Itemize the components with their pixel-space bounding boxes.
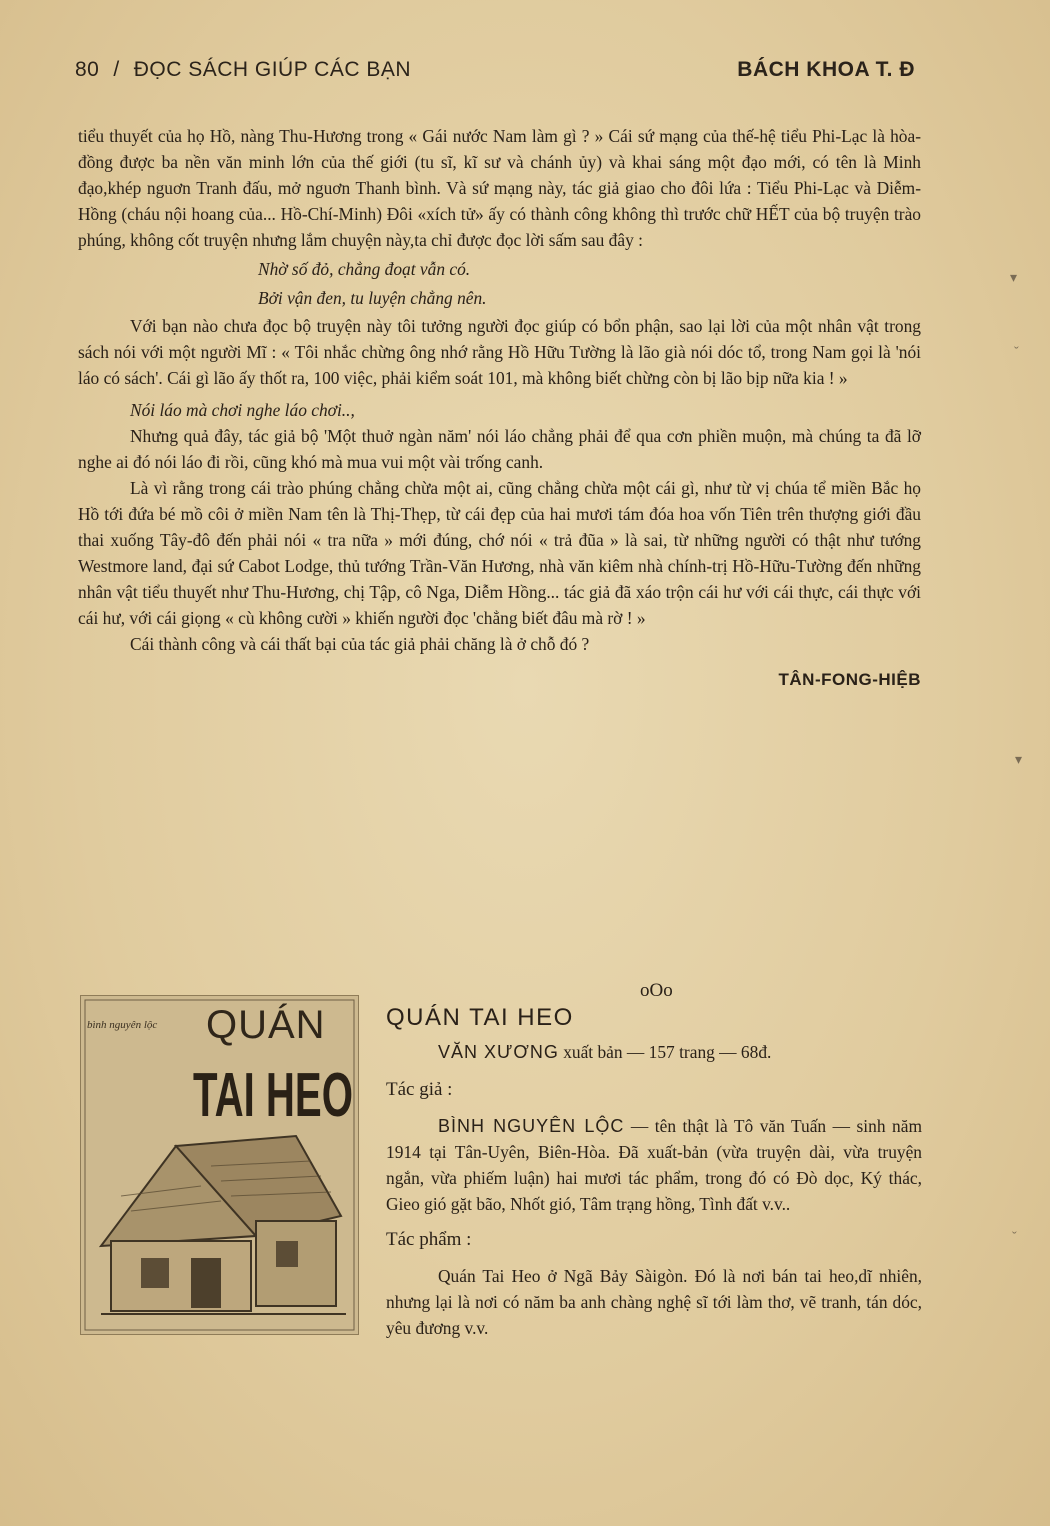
verse-2: Nói láo mà chơi nghe láo chơi.., [130, 400, 355, 420]
book-cover-image [80, 995, 359, 1335]
signature: TÂN-FONG-HIỆB [778, 670, 921, 689]
publication-title: BÁCH KHOA T. Đ [737, 58, 915, 81]
header-separator: / [113, 58, 120, 81]
publisher-name: VĂN XƯƠNG [438, 1042, 559, 1062]
author-bio: — tên thật là Tô văn Tuấn — sinh năm 1914 tại Tân-Uyên, Biên-Hòa. Đã xuất-bản (vừa truyện dài, vừa truyện ngắn, vừa phiếm luận) hai mươi tác phẩm, trong đó có Đò dọc, Ký thác, Gieo gió gặt bão, Nhốt gió, Tâm trạng hồng, Tình đất v.v.. [386, 1116, 922, 1214]
verse-1-line-1: Nhờ số đỏ, chẳng đoạt vẫn có. [258, 259, 471, 279]
section-separator: oOo [640, 980, 673, 1001]
page-number: 80 [75, 58, 100, 81]
publication-details: xuất bản — 157 trang — 68đ. [563, 1042, 772, 1062]
cover-title-line-1: QUÁN [206, 1003, 326, 1047]
cover-title-line-2: TAI HEO [193, 1061, 353, 1130]
cover-author: bình nguyên lộc [87, 1019, 158, 1031]
paragraph-2: Với bạn nào chưa đọc bộ truyện này tôi tưởng người đọc giúp có bổn phận, sao lại lời của một nhân vật trong sách nói với một người Mĩ : « Tôi nhắc chừng ông nhớ rằng Hồ Hữu Tường là lão già nói dóc tổ, trong Nam gọi là 'nói láo có sách'. Cái gì lão ấy thốt ra, 100 việc, phải kiểm soát 101, mà không biết chừng còn bị lão bịp nữa kia ! » [78, 316, 921, 388]
paragraph-5: Cái thành công và cái thất bại của tác giả phải chăng là ở chỗ đó ? [130, 634, 590, 654]
author-name: BÌNH NGUYÊN LỘC [438, 1116, 625, 1136]
publication-info [386, 1039, 922, 1065]
paragraph-4: Là vì rằng trong cái trào phúng chẳng chừa một ai, cũng chẳng chừa một cái gì, như từ vị chúa tể miền Bắc họ Hồ tới đứa bé mồ côi ở miền Nam tên là Thị-Thẹp, từ cái đẹp của hai mươi tám đóa hoa vốn Tiên trên thượng giới đầu thai xuống Tây-đô đến phải nói « tra nữa » mới đúng, chớ nói « trả đũa » là sai, từ những người có thật như tướng Westmore land, đại sứ Cabot Lodge, thủ tướng Trần-Văn Hương, nhà văn kiêm nhà chính-trị Hồ-Hữu-Tường đến những nhân vật tiểu thuyết như Thu-Hương, chị Tập, cô Nga, Diễm Hồng... tác giả đã xáo trộn cái hư với cái thực, cái thực với cái hư, với cái giọng « cù không cười » khiến người đọc 'chẳng biết đâu mà rờ ! » [78, 478, 921, 628]
margin-mark: ˇ [1014, 345, 1019, 360]
article-body [78, 123, 921, 693]
page-header [75, 52, 915, 92]
header-left [75, 58, 411, 82]
paragraph-1: tiểu thuyết của họ Hồ, nàng Thu-Hương trong « Gái nước Nam làm gì ? » Cái sứ mạng của thế-hệ tiểu Phi-Lạc là hòa-đồng được ba nền văn minh lớn của thế giới (tu sĩ, kĩ sư và chánh ủy) và khai sáng một đạo mới, có tên là Minh đạo,khép nguơn Tranh đấu, mở nguơn Thanh bình. Và sứ mạng này, tác giả giao cho đôi lứa : Tiểu Phi-Lạc và Diễm-Hồng (cháu nội hoang của... Hồ-Chí-Minh) Đôi «xích tử» ấy có thành công không thì trước chữ HẾT của bộ truyện trào phúng, không cốt truyện nhưng lắm chuyện này,ta chỉ được đọc lời sấm sau đây : [78, 126, 921, 250]
review-title: QUÁN TAI HEO [386, 1004, 574, 1031]
paragraph-3: Nhưng quả đây, tác giả bộ 'Một thuở ngàn năm' nói láo chẳng phải để qua cơn phiền muộn, mà chúng ta đã lỡ nghe ai đó nói láo đi rồi, cũng khó mà mua vui một vài trống canh. [78, 426, 921, 472]
section-title: ĐỌC SÁCH GIÚP CÁC BẠN [133, 58, 412, 81]
author-label: Tác giả : [386, 1079, 453, 1100]
margin-mark: ˇ [1012, 1230, 1017, 1245]
book-review [386, 1005, 922, 1341]
book-cover-illustration [81, 996, 358, 1334]
author-paragraph [386, 1113, 922, 1217]
margin-mark: ▾ [1010, 271, 1018, 286]
verse-1-line-2: Bởi vận đen, tu luyện chẳng nên. [258, 288, 487, 308]
work-label: Tác phẩm : [386, 1229, 472, 1250]
work-description: Quán Tai Heo ở Ngã Bảy Sàigòn. Đó là nơi bán tai heo,dĩ nhiên, nhưng lại là nơi có năm ba anh chàng nghệ sĩ tới làm thơ, vẽ tranh, tán dóc, yêu đương v.v. [386, 1266, 922, 1338]
margin-mark: ▾ [1015, 753, 1023, 768]
